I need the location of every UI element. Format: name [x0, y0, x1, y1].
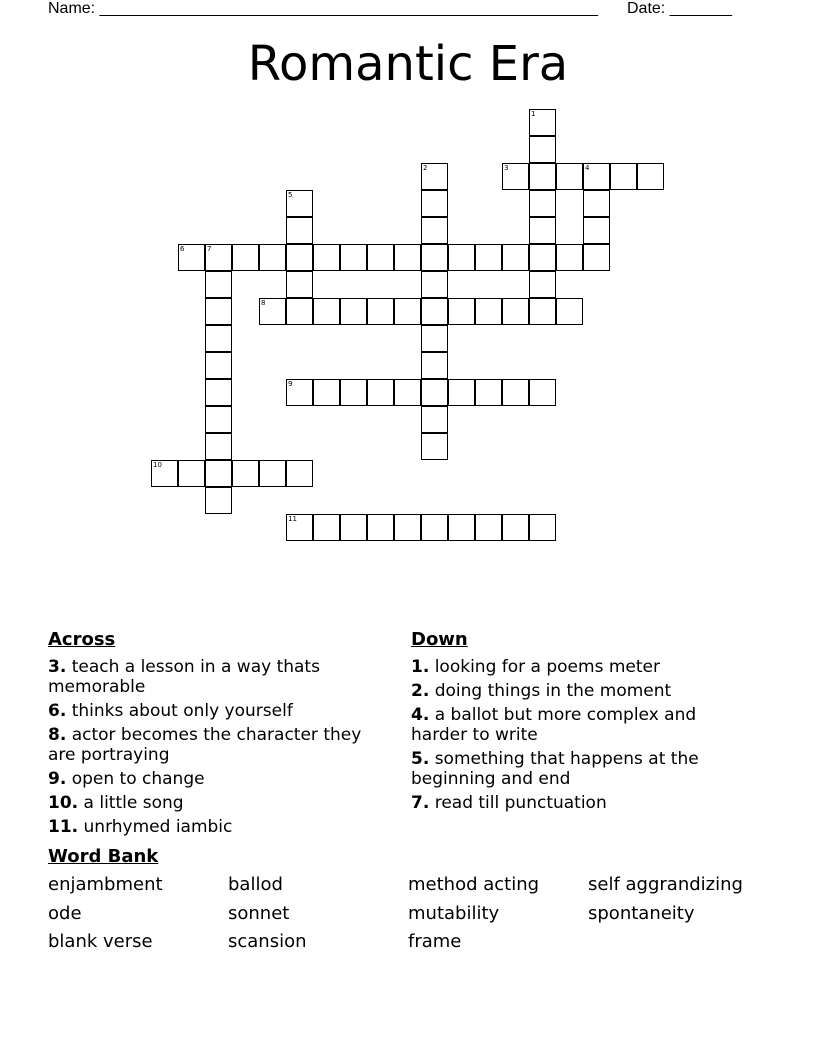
grid-cell[interactable]: [178, 460, 205, 487]
clue-text: open to change: [66, 769, 205, 789]
clue-number-label: 9.: [48, 769, 67, 789]
clue-number-label: 4.: [411, 705, 430, 725]
grid-cell[interactable]: [583, 217, 610, 244]
grid-cell[interactable]: [205, 298, 232, 325]
word-bank-item: blank verse: [48, 931, 153, 952]
grid-cell[interactable]: [367, 298, 394, 325]
grid-cell[interactable]: [205, 271, 232, 298]
name-field[interactable]: Name: ________________________________________________________: [48, 0, 598, 17]
clue-item: [48, 701, 388, 721]
clue-item: [411, 749, 751, 789]
grid-cell[interactable]: [178, 244, 205, 271]
grid-cell[interactable]: [448, 379, 475, 406]
grid-cell[interactable]: [421, 433, 448, 460]
clue-number-label: 7.: [411, 793, 430, 813]
clue-number-label: 1.: [411, 657, 430, 677]
down-clues: [411, 629, 751, 817]
clue-text: unrhymed iambic: [78, 817, 233, 837]
word-bank: [48, 873, 768, 959]
grid-cell[interactable]: [421, 217, 448, 244]
word-bank-item: scansion: [228, 931, 307, 952]
grid-cell[interactable]: [529, 136, 556, 163]
clue-text: actor becomes the character they are portraying: [48, 725, 362, 765]
clue-item: [411, 705, 751, 745]
grid-cell[interactable]: [502, 298, 529, 325]
clue-number: 2: [423, 164, 428, 172]
grid-cell[interactable]: [259, 298, 286, 325]
grid-cell[interactable]: [394, 379, 421, 406]
grid-cell[interactable]: [205, 406, 232, 433]
grid-cell[interactable]: [637, 163, 664, 190]
grid-cell[interactable]: [367, 379, 394, 406]
grid-cell[interactable]: [610, 163, 637, 190]
grid-cell[interactable]: [205, 352, 232, 379]
clue-item: [48, 725, 388, 765]
grid-cell[interactable]: [340, 514, 367, 541]
grid-cell[interactable]: [529, 298, 556, 325]
clue-number-label: 2.: [411, 681, 430, 701]
grid-cell[interactable]: [394, 244, 421, 271]
grid-cell[interactable]: [313, 298, 340, 325]
grid-cell[interactable]: [421, 514, 448, 541]
word-bank-item: sonnet: [228, 902, 290, 924]
grid-cell[interactable]: [556, 244, 583, 271]
clue-number: 3: [504, 164, 509, 172]
grid-cell[interactable]: [232, 244, 259, 271]
grid-cell[interactable]: [205, 325, 232, 352]
grid-cell[interactable]: [583, 244, 610, 271]
grid-cell[interactable]: [421, 244, 448, 271]
clue-item: [411, 681, 751, 701]
grid-cell[interactable]: [529, 514, 556, 541]
clue-number: 5: [288, 191, 293, 199]
grid-cell[interactable]: [448, 298, 475, 325]
grid-cell[interactable]: [502, 163, 529, 190]
grid-cell[interactable]: [286, 271, 313, 298]
word-bank-item: mutability: [408, 902, 500, 924]
grid-cell[interactable]: [313, 379, 340, 406]
clue-item: [411, 657, 751, 677]
grid-cell[interactable]: [286, 514, 313, 541]
grid-cell[interactable]: [286, 298, 313, 325]
grid-cell[interactable]: [286, 190, 313, 217]
grid-cell[interactable]: [205, 460, 232, 487]
clue-number: 10: [153, 461, 162, 469]
grid-cell[interactable]: [421, 271, 448, 298]
grid-cell[interactable]: [529, 244, 556, 271]
word-bank-item: ode: [48, 902, 82, 924]
grid-cell[interactable]: [286, 379, 313, 406]
word-bank-item: method acting: [408, 874, 540, 895]
word-bank-item: spontaneity: [588, 902, 695, 924]
grid-cell[interactable]: [367, 244, 394, 271]
grid-cell[interactable]: [340, 379, 367, 406]
grid-cell[interactable]: [286, 217, 313, 244]
grid-cell[interactable]: [232, 460, 259, 487]
grid-cell[interactable]: [448, 244, 475, 271]
grid-cell[interactable]: [529, 163, 556, 190]
grid-cell[interactable]: [367, 514, 394, 541]
clue-number-label: 5.: [411, 749, 430, 769]
grid-cell[interactable]: [205, 244, 232, 271]
clue-number: 11: [288, 515, 297, 523]
grid-cell[interactable]: [502, 244, 529, 271]
clue-number: 9: [288, 380, 293, 388]
grid-cell[interactable]: [421, 190, 448, 217]
grid-cell[interactable]: [583, 190, 610, 217]
grid-cell[interactable]: [421, 298, 448, 325]
grid-cell[interactable]: [394, 514, 421, 541]
grid-cell[interactable]: [475, 379, 502, 406]
clue-text: looking for a poems meter: [429, 657, 660, 677]
grid-cell[interactable]: [421, 163, 448, 190]
grid-cell[interactable]: [529, 109, 556, 136]
grid-cell[interactable]: [556, 163, 583, 190]
grid-cell[interactable]: [286, 244, 313, 271]
grid-cell[interactable]: [529, 271, 556, 298]
clue-number-label: 11.: [48, 817, 79, 837]
grid-cell[interactable]: [475, 244, 502, 271]
across-heading: Across: [48, 629, 116, 650]
grid-cell[interactable]: [259, 244, 286, 271]
clue-number-label: 10.: [48, 793, 79, 813]
page-title: Romantic Era: [247, 36, 569, 92]
date-field[interactable]: Date: _______: [627, 0, 732, 17]
clue-item: [48, 817, 388, 837]
grid-cell[interactable]: [205, 379, 232, 406]
grid-cell[interactable]: [502, 379, 529, 406]
grid-cell[interactable]: [421, 406, 448, 433]
grid-cell[interactable]: [421, 379, 448, 406]
grid-cell[interactable]: [529, 217, 556, 244]
clue-number: 1: [531, 110, 536, 118]
clue-text: doing things in the moment: [429, 681, 672, 701]
across-clue-list: [48, 657, 388, 837]
clue-number-label: 8.: [48, 725, 67, 745]
clue-number-label: 6.: [48, 701, 67, 721]
grid-cell[interactable]: [529, 190, 556, 217]
grid-cell[interactable]: [448, 514, 475, 541]
grid-cell[interactable]: [583, 163, 610, 190]
clue-text: a ballot but more complex and harder to write: [411, 705, 697, 745]
grid-cell[interactable]: [313, 514, 340, 541]
clue-item: [48, 769, 388, 789]
grid-cell[interactable]: [286, 460, 313, 487]
grid-cell[interactable]: [151, 460, 178, 487]
grid-cell[interactable]: [340, 244, 367, 271]
clue-text: something that happens at the beginning and end: [411, 749, 699, 789]
clue-number: 7: [207, 245, 212, 253]
word-bank-item: enjambment: [48, 874, 163, 895]
grid-cell[interactable]: [475, 298, 502, 325]
clue-text: read till punctuation: [429, 793, 607, 813]
grid-cell[interactable]: [475, 514, 502, 541]
clue-item: [411, 793, 751, 813]
clue-item: [48, 657, 388, 697]
down-heading: Down: [411, 629, 468, 650]
grid-cell[interactable]: [205, 433, 232, 460]
grid-cell[interactable]: [340, 298, 367, 325]
grid-cell[interactable]: [205, 487, 232, 514]
clue-number: 6: [180, 245, 185, 253]
word-bank-item: self aggrandizing: [588, 874, 743, 895]
clue-text: a little song: [78, 793, 184, 813]
word-bank-item: ballod: [228, 874, 283, 895]
clue-number: 4: [585, 164, 590, 172]
word-bank-item: frame: [408, 931, 462, 952]
clue-number-label: 3.: [48, 657, 67, 677]
word-bank-heading: Word Bank: [48, 846, 159, 867]
grid-cell[interactable]: [556, 298, 583, 325]
grid-cell[interactable]: [421, 352, 448, 379]
clue-item: [48, 793, 388, 813]
clue-text: thinks about only yourself: [66, 701, 293, 721]
grid-cell[interactable]: [529, 379, 556, 406]
clue-text: teach a lesson in a way thats memorable: [48, 657, 320, 697]
grid-cell[interactable]: [394, 298, 421, 325]
grid-cell[interactable]: [313, 244, 340, 271]
clue-number: 8: [261, 299, 266, 307]
down-clue-list: [411, 657, 751, 813]
grid-cell[interactable]: [502, 514, 529, 541]
across-clues: [48, 629, 388, 841]
grid-cell[interactable]: [421, 325, 448, 352]
grid-cell[interactable]: [259, 460, 286, 487]
